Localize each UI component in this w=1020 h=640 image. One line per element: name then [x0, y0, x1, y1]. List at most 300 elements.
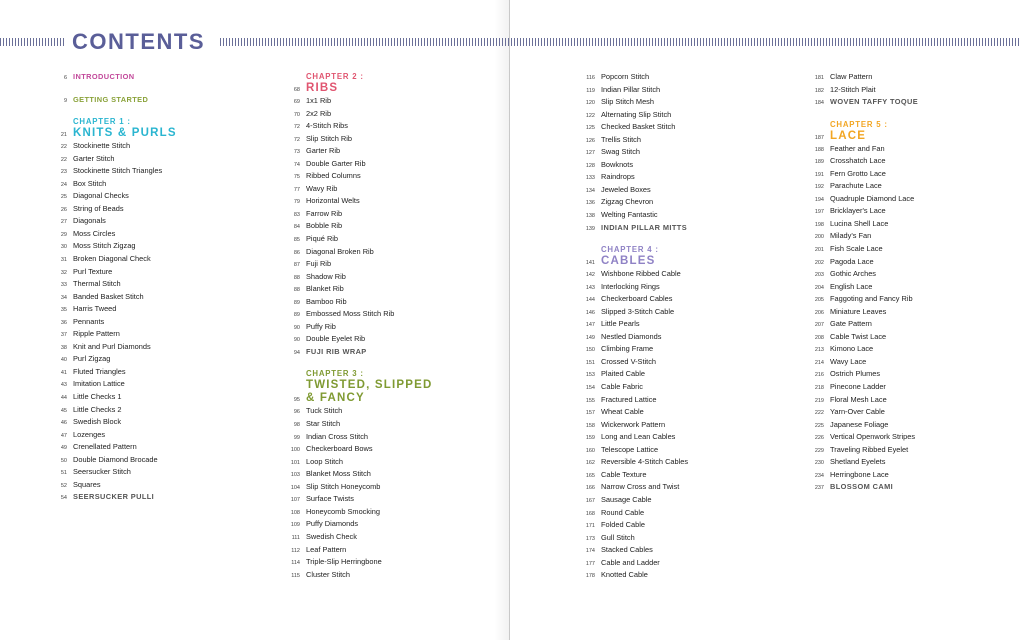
toc-entry[interactable] [280, 170, 480, 183]
toc-entry[interactable] [575, 84, 775, 97]
toc-entry[interactable] [804, 230, 1004, 243]
section-spacer [804, 109, 1004, 119]
page-number: 101 [290, 459, 300, 466]
page-number: 98 [293, 422, 300, 429]
stitch-name: Little Pearls [601, 319, 640, 329]
stitch-name: Wickerwork Pattern [601, 419, 666, 429]
stitch-name: Diagonals [73, 216, 106, 226]
chapter-heading[interactable] [575, 244, 775, 268]
page-number: 151 [585, 359, 595, 366]
toc-entry[interactable] [47, 253, 247, 266]
toc-entry[interactable] [575, 419, 775, 432]
stitch-name: Pagoda Lace [830, 256, 874, 266]
page-number: 119 [586, 87, 595, 94]
section-title: GETTING STARTED [73, 94, 149, 104]
page-number: 174 [585, 548, 595, 555]
toc-entry[interactable] [280, 296, 480, 309]
toc-entry[interactable] [280, 208, 480, 221]
page-number: 116 [586, 75, 595, 81]
toc-entry[interactable] [575, 109, 775, 122]
toc-entry[interactable] [804, 205, 1004, 218]
stitch-name: Imitation Lattice [73, 379, 125, 389]
toc-entry[interactable] [804, 331, 1004, 344]
toc-entry[interactable] [280, 220, 480, 233]
stitch-name: Embossed Moss Stitch Rib [306, 309, 395, 319]
stitch-name: Floral Mesh Lace [830, 394, 887, 404]
toc-entry[interactable] [575, 196, 775, 209]
stitch-name: Moss Circles [73, 228, 116, 238]
stitch-name: Wishbone Ribbed Cable [601, 269, 681, 279]
toc-entry[interactable] [280, 158, 480, 171]
toc-entry[interactable] [47, 291, 247, 304]
toc-entry[interactable] [575, 209, 775, 222]
stitch-name: Faggoting and Fancy Rib [830, 294, 913, 304]
page-number: 88 [293, 274, 300, 281]
pattern-title: WOVEN TAFFY TOQUE [830, 97, 919, 107]
toc-entry[interactable] [280, 418, 480, 431]
page-number: 192 [814, 184, 824, 191]
page-number: 158 [585, 422, 595, 429]
chapter-title-row [280, 392, 480, 405]
toc-entry[interactable] [280, 405, 480, 418]
toc-section-entry[interactable] [47, 94, 247, 107]
page-number: 216 [814, 372, 824, 379]
stitch-name: Reversible 4-Stitch Cables [601, 457, 689, 467]
toc-entry[interactable] [47, 278, 247, 291]
page-number: 89 [293, 299, 300, 306]
page-number: 213 [814, 347, 824, 354]
toc-entry[interactable] [804, 456, 1004, 469]
toc-entry[interactable] [47, 266, 247, 279]
page-number: 159 [585, 435, 595, 442]
page-number: 181 [814, 75, 824, 81]
page-number: 45 [60, 407, 67, 414]
page-number: 189 [814, 159, 824, 166]
toc-entry[interactable] [575, 532, 775, 545]
stitch-name: Crossed V-Stitch [601, 356, 657, 366]
toc-entry[interactable] [804, 444, 1004, 457]
page-number: 157 [585, 410, 595, 417]
toc-entry[interactable] [804, 180, 1004, 193]
toc-pattern-entry[interactable] [47, 491, 247, 504]
toc-entry[interactable] [280, 518, 480, 531]
toc-entry[interactable] [47, 429, 247, 442]
stitch-name: Round Cable [601, 507, 645, 517]
toc-entry[interactable] [47, 203, 247, 216]
stitch-name: Puffy Diamonds [306, 519, 359, 529]
toc-entry[interactable] [575, 318, 775, 331]
stitch-name: Stockinette Stitch [73, 141, 131, 151]
toc-entry[interactable] [280, 258, 480, 271]
toc-entry[interactable] [47, 441, 247, 454]
stitch-name: Traveling Ribbed Eyelet [830, 444, 909, 454]
toc-entry[interactable] [47, 391, 247, 404]
stitch-name: Banded Basket Stitch [73, 291, 144, 301]
toc-entry[interactable] [804, 394, 1004, 407]
toc-entry[interactable] [575, 171, 775, 184]
stitch-name: Crenellated Pattern [73, 442, 137, 452]
toc-entry[interactable] [804, 268, 1004, 281]
toc-entry[interactable] [804, 281, 1004, 294]
stitch-name: Fern Grotto Lace [830, 168, 886, 178]
page-number: 225 [814, 422, 824, 429]
stitch-name: Ribbed Columns [306, 171, 361, 181]
page-number: 115 [291, 572, 300, 579]
stitch-name: Slip Stitch Mesh [601, 97, 654, 107]
toc-entry[interactable] [280, 333, 480, 346]
chapter-title-row [575, 255, 775, 268]
toc-entry[interactable] [804, 406, 1004, 419]
stitch-name: Shetland Eyelets [830, 457, 886, 467]
toc-entry[interactable] [804, 293, 1004, 306]
chapter-heading[interactable] [804, 119, 1004, 143]
toc-entry[interactable] [280, 271, 480, 284]
page-number: 50 [60, 457, 67, 464]
page-number: 87 [293, 262, 300, 269]
stitch-name: Swedish Block [73, 417, 122, 427]
toc-entry[interactable] [804, 71, 1004, 84]
toc-entry[interactable] [280, 95, 480, 108]
page-number: 51 [60, 470, 67, 477]
stitch-name: Ripple Pattern [73, 329, 120, 339]
stitch-name: Fish Scale Lace [830, 244, 883, 254]
toc-entry[interactable] [804, 318, 1004, 331]
stitch-name: Nestled Diamonds [601, 331, 662, 341]
page-number: 46 [60, 420, 67, 427]
chapter-title-row [280, 82, 480, 95]
stitch-name: Swedish Check [306, 531, 357, 541]
toc-entry[interactable] [47, 165, 247, 178]
toc-entry[interactable] [575, 481, 775, 494]
toc-entry[interactable] [804, 84, 1004, 97]
toc-entry[interactable] [804, 469, 1004, 482]
toc-entry[interactable] [804, 218, 1004, 231]
toc-entry[interactable] [47, 190, 247, 203]
page-number: 154 [585, 385, 595, 392]
toc-entry[interactable] [47, 240, 247, 253]
stitch-name: Indian Pillar Stitch [601, 84, 661, 94]
toc-entry[interactable] [280, 283, 480, 296]
toc-entry[interactable] [575, 121, 775, 134]
page-number: 9 [63, 97, 67, 104]
toc-entry[interactable] [280, 493, 480, 506]
page-number: 54 [60, 495, 67, 502]
toc-entry[interactable] [575, 519, 775, 532]
stitch-name: Diagonal Broken Rib [306, 246, 374, 256]
page-number: 202 [814, 259, 824, 266]
toc-entry[interactable] [575, 331, 775, 344]
stitch-name: Cable Fabric [601, 382, 643, 392]
page-number: 33 [60, 282, 67, 289]
toc-entry[interactable] [280, 233, 480, 246]
page-number: 138 [585, 213, 595, 220]
toc-entry[interactable] [804, 243, 1004, 256]
toc-entry[interactable] [575, 469, 775, 482]
page-number: 205 [814, 297, 824, 304]
toc-entry[interactable] [280, 481, 480, 494]
toc-entry[interactable] [575, 507, 775, 520]
stitch-name: Cluster Stitch [306, 569, 350, 579]
toc-entry[interactable] [47, 228, 247, 241]
toc-entry[interactable] [804, 193, 1004, 206]
stitch-name: Purl Texture [73, 266, 113, 276]
page-number: 36 [60, 319, 67, 326]
stitch-name: Farrow Rib [306, 208, 343, 218]
toc-entry[interactable] [575, 444, 775, 457]
page-number: 188 [814, 146, 824, 153]
page-number: 234 [814, 472, 824, 479]
toc-entry[interactable] [575, 306, 775, 319]
page-number: 139 [585, 225, 595, 232]
stitch-name: Fuji Rib [306, 259, 332, 269]
toc-entry[interactable] [804, 368, 1004, 381]
toc-pattern-entry[interactable] [804, 481, 1004, 494]
stitch-name: String of Beads [73, 203, 124, 213]
toc-entry[interactable] [575, 96, 775, 109]
toc-entry[interactable] [575, 456, 775, 469]
toc-pattern-entry[interactable] [280, 346, 480, 359]
page-number: 111 [291, 534, 300, 541]
stitch-name: Sausage Cable [601, 494, 652, 504]
page-number: 96 [293, 409, 300, 416]
toc-entry[interactable] [280, 456, 480, 469]
page-number: 99 [293, 434, 300, 441]
toc-entry[interactable] [575, 494, 775, 507]
chapter-title: TWISTED, SLIPPED [306, 379, 433, 392]
page-gutter-shade [494, 0, 509, 640]
page-number: 126 [585, 137, 595, 144]
stitch-name: Bowknots [601, 159, 634, 169]
toc-entry[interactable] [280, 308, 480, 321]
toc-entry[interactable] [575, 159, 775, 172]
stitch-name: Japanese Foliage [830, 419, 889, 429]
toc-entry[interactable] [47, 378, 247, 391]
stitch-name: Knotted Cable [601, 570, 648, 580]
page-number: 40 [60, 357, 67, 364]
toc-entry[interactable] [575, 406, 775, 419]
page-number: 155 [585, 397, 595, 404]
stitch-name: Narrow Cross and Twist [601, 482, 680, 492]
toc-entry[interactable] [47, 140, 247, 153]
page-number: 149 [585, 334, 595, 341]
pattern-title: SEERSUCKER PULLI [73, 492, 155, 502]
stitch-name: Double Garter Rib [306, 158, 366, 168]
page-number: 75 [293, 174, 300, 181]
stitch-name: Trellis Stitch [601, 134, 641, 144]
toc-entry[interactable] [575, 293, 775, 306]
toc-entry[interactable] [280, 556, 480, 569]
stitch-name: Long and Lean Cables [601, 432, 676, 442]
toc-entry[interactable] [804, 381, 1004, 394]
page-number: 35 [60, 307, 67, 314]
toc-entry[interactable] [47, 328, 247, 341]
stitch-name: Moss Stitch Zigzag [73, 241, 136, 251]
page-number: 194 [814, 196, 824, 203]
toc-entry[interactable] [280, 246, 480, 259]
toc-entry[interactable] [804, 419, 1004, 432]
toc-pattern-entry[interactable] [804, 96, 1004, 109]
page-number: 208 [814, 334, 824, 341]
toc-entry[interactable] [804, 155, 1004, 168]
stitch-name: Star Stitch [306, 419, 341, 429]
page-number: 226 [814, 435, 824, 442]
chapter-heading[interactable] [280, 368, 480, 405]
page-number: 29 [60, 231, 67, 238]
toc-pattern-entry[interactable] [575, 222, 775, 235]
stitch-name: Lozenges [73, 429, 106, 439]
toc-entry[interactable] [575, 71, 775, 84]
page-number: 27 [60, 219, 67, 226]
chapter-heading[interactable] [47, 116, 247, 140]
stitch-name: Cable Texture [601, 469, 647, 479]
toc-column-4 [804, 71, 1004, 494]
stitch-name: Jeweled Boxes [601, 184, 651, 194]
toc-entry[interactable] [47, 353, 247, 366]
page-number: 204 [814, 284, 824, 291]
stitch-name: Bobble Rib [306, 221, 343, 231]
section-spacer [575, 234, 775, 244]
toc-entry[interactable] [47, 316, 247, 329]
toc-entry[interactable] [575, 544, 775, 557]
stitch-name: Honeycomb Smocking [306, 506, 380, 516]
toc-entry[interactable] [280, 531, 480, 544]
stitch-name: Welting Fantastic [601, 210, 658, 220]
page-number: 173 [585, 535, 595, 542]
chapter-title-row [804, 130, 1004, 143]
toc-entry[interactable] [47, 153, 247, 166]
page-number: 100 [290, 447, 300, 454]
toc-entry[interactable] [804, 168, 1004, 181]
page-number: 160 [585, 447, 595, 454]
toc-entry[interactable] [47, 466, 247, 479]
stitch-name: Indian Cross Stitch [306, 431, 369, 441]
toc-entry[interactable] [47, 404, 247, 417]
toc-entry[interactable] [280, 195, 480, 208]
page-number: 44 [60, 395, 67, 402]
page-number: 84 [293, 224, 300, 231]
toc-entry[interactable] [280, 506, 480, 519]
stitch-name: Milady's Fan [830, 231, 872, 241]
toc-entry[interactable] [280, 145, 480, 158]
page-number: 72 [293, 136, 300, 143]
toc-entry[interactable] [575, 281, 775, 294]
toc-entry[interactable] [47, 303, 247, 316]
stitch-name: Broken Diagonal Check [73, 254, 151, 264]
page-number: 191 [814, 171, 824, 178]
page-number: 6 [63, 75, 67, 81]
page-number: 153 [585, 372, 595, 379]
toc-entry[interactable] [804, 431, 1004, 444]
toc-section-entry[interactable] [47, 71, 247, 84]
toc-entry[interactable] [280, 431, 480, 444]
toc-entry[interactable] [47, 454, 247, 467]
toc-entry[interactable] [804, 143, 1004, 156]
toc-entry[interactable] [47, 366, 247, 379]
toc-entry[interactable] [575, 381, 775, 394]
page-number: 187 [814, 134, 824, 141]
page-number: 128 [585, 162, 595, 169]
toc-entry[interactable] [575, 343, 775, 356]
stitch-name: Checkerboard Bows [306, 444, 373, 454]
toc-entry[interactable] [804, 306, 1004, 319]
page-number: 162 [585, 460, 595, 467]
toc-entry[interactable] [575, 134, 775, 147]
toc-entry[interactable] [47, 479, 247, 492]
stitch-name: Herringbone Lace [830, 469, 889, 479]
page-number: 22 [60, 144, 67, 151]
toc-entry[interactable] [280, 443, 480, 456]
toc-entry[interactable] [280, 468, 480, 481]
toc-entry[interactable] [47, 215, 247, 228]
stitch-name: Fluted Triangles [73, 366, 126, 376]
page-spine [509, 0, 510, 640]
toc-column-3 [575, 71, 775, 582]
stitch-name: Harris Tweed [73, 304, 117, 314]
chapter-heading[interactable] [280, 71, 480, 95]
toc-entry[interactable] [47, 416, 247, 429]
chapter-label: CHAPTER 5 : [830, 119, 888, 129]
toc-entry[interactable] [280, 321, 480, 334]
page-number: 229 [814, 447, 824, 454]
toc-entry[interactable] [804, 343, 1004, 356]
stitch-name: English Lace [830, 281, 873, 291]
toc-entry[interactable] [575, 356, 775, 369]
toc-entry[interactable] [280, 120, 480, 133]
toc-entry[interactable] [575, 368, 775, 381]
page-number: 125 [585, 125, 595, 132]
chapter-label: CHAPTER 4 : [601, 245, 659, 255]
toc-entry[interactable] [575, 569, 775, 582]
stitch-name: Folded Cable [601, 520, 645, 530]
stitch-name: Horizontal Welts [306, 196, 360, 206]
page-number: 150 [585, 347, 595, 354]
page-number: 37 [60, 332, 67, 339]
page-number: 168 [585, 510, 595, 517]
toc-entry[interactable] [280, 544, 480, 557]
page-number: 219 [814, 397, 824, 404]
stitch-name: Fractured Lattice [601, 394, 657, 404]
toc-entry[interactable] [47, 178, 247, 191]
stitch-name: Telescope Lattice [601, 444, 659, 454]
page-number: 167 [585, 497, 595, 504]
toc-entry[interactable] [575, 146, 775, 159]
stitch-name: Diagonal Checks [73, 191, 129, 201]
toc-entry[interactable] [575, 431, 775, 444]
toc-entry[interactable] [47, 341, 247, 354]
stitch-name: Slipped 3-Stitch Cable [601, 306, 675, 316]
page-number: 41 [60, 369, 67, 376]
toc-entry[interactable] [575, 557, 775, 570]
toc-entry[interactable] [280, 183, 480, 196]
toc-entry[interactable] [280, 569, 480, 582]
page-number: 88 [293, 287, 300, 294]
toc-entry[interactable] [575, 184, 775, 197]
stitch-name: Garter Rib [306, 146, 341, 156]
page-number: 94 [293, 349, 300, 356]
toc-entry[interactable] [575, 394, 775, 407]
page-number: 207 [814, 322, 824, 329]
page-number: 70 [293, 111, 300, 118]
toc-entry[interactable] [804, 256, 1004, 269]
page-number: 25 [60, 194, 67, 201]
stitch-name: 2x2 Rib [306, 108, 332, 118]
toc-entry[interactable] [280, 133, 480, 146]
toc-entry[interactable] [804, 356, 1004, 369]
stitch-name: Interlocking Rings [601, 281, 660, 291]
toc-entry[interactable] [575, 268, 775, 281]
pattern-title: BLOSSOM CAMI [830, 482, 894, 492]
toc-entry[interactable] [280, 108, 480, 121]
